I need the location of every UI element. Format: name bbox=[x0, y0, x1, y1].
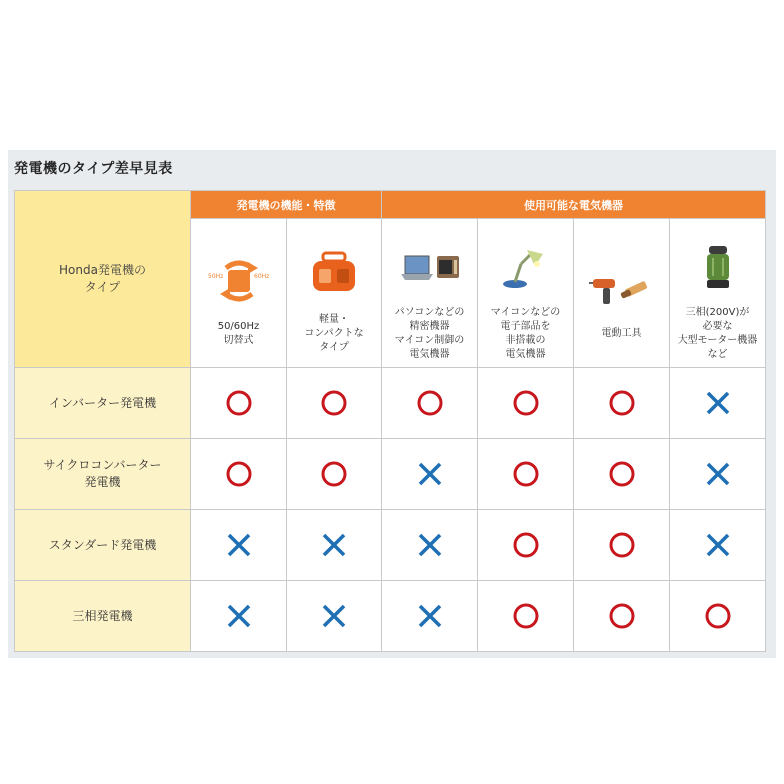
generator-type-label bbox=[15, 510, 191, 581]
availability-cell bbox=[478, 368, 574, 439]
availability-cell bbox=[382, 368, 478, 439]
table-row bbox=[15, 581, 766, 652]
unavailable-cross-icon bbox=[703, 388, 733, 418]
generator-type-line: サイクロコンバーター bbox=[43, 458, 162, 472]
hz-60-label: 60Hz bbox=[253, 273, 269, 280]
generator-type-label bbox=[15, 439, 191, 510]
feature-label-line: コンパクトな bbox=[304, 328, 364, 339]
availability-cell bbox=[574, 368, 670, 439]
page-title: 発電機のタイプ差早見表 bbox=[14, 161, 173, 177]
group-header-devices: 使用可能な電気機器 bbox=[382, 191, 766, 219]
table-row bbox=[15, 439, 766, 510]
feature-icon-wrap bbox=[574, 263, 669, 313]
available-circle-icon bbox=[511, 530, 541, 560]
feature-label-line: マイコン制御の bbox=[394, 335, 465, 346]
feature-label-line: 必要な bbox=[702, 321, 733, 332]
desk-lamp-icon bbox=[491, 242, 561, 292]
available-circle-icon bbox=[224, 459, 254, 489]
availability-cell bbox=[287, 510, 382, 581]
availability-cell bbox=[382, 439, 478, 510]
table-row bbox=[15, 510, 766, 581]
available-circle-icon bbox=[607, 388, 637, 418]
available-circle-icon bbox=[511, 388, 541, 418]
availability-cell bbox=[670, 368, 766, 439]
feature-header-1 bbox=[191, 219, 287, 368]
unavailable-cross-icon bbox=[224, 601, 254, 631]
generator-type-line: 三相発電機 bbox=[72, 608, 133, 623]
available-circle-icon bbox=[607, 459, 637, 489]
table-row bbox=[15, 368, 766, 439]
unavailable-cross-icon bbox=[703, 530, 733, 560]
feature-label-line: 切替式 bbox=[223, 335, 254, 346]
available-circle-icon bbox=[415, 388, 445, 418]
feature-label-line: など bbox=[707, 349, 728, 360]
unavailable-cross-icon bbox=[319, 530, 349, 560]
unavailable-cross-icon bbox=[319, 601, 349, 631]
feature-icon-wrap bbox=[670, 242, 765, 292]
feature-label-line: パソコンなどの bbox=[394, 307, 465, 318]
generator-type-line: 発電機 bbox=[84, 475, 121, 489]
feature-icon-wrap bbox=[287, 249, 381, 299]
availability-cell bbox=[478, 581, 574, 652]
feature-label-line: 非搭載の bbox=[505, 335, 546, 346]
feature-label-line: 電子部品を bbox=[500, 321, 551, 332]
comparison-table bbox=[14, 190, 766, 652]
availability-cell bbox=[287, 439, 382, 510]
feature-label-line: 電動工具 bbox=[601, 328, 642, 339]
availability-cell bbox=[191, 510, 287, 581]
feature-label-line: 50/60Hz bbox=[217, 321, 260, 332]
generator-type-label bbox=[15, 581, 191, 652]
submersible-pump-icon bbox=[683, 242, 753, 292]
feature-label-line: マイコンなどの bbox=[490, 307, 561, 318]
feature-label-line: タイプ bbox=[319, 342, 349, 353]
unavailable-cross-icon bbox=[415, 530, 445, 560]
availability-cell bbox=[478, 439, 574, 510]
availability-cell bbox=[478, 510, 574, 581]
availability-cell bbox=[574, 439, 670, 510]
availability-cell bbox=[382, 510, 478, 581]
feature-label-line: 精密機器 bbox=[409, 321, 450, 332]
availability-cell bbox=[191, 368, 287, 439]
available-circle-icon bbox=[224, 388, 254, 418]
unavailable-cross-icon bbox=[703, 459, 733, 489]
availability-cell bbox=[287, 581, 382, 652]
group-header-function: 発電機の機能・特徴 bbox=[191, 191, 382, 219]
corner-label-line2: タイプ bbox=[84, 280, 121, 294]
feature-icon-wrap bbox=[382, 242, 477, 292]
feature-header-4 bbox=[478, 219, 574, 368]
feature-label-line: 三相(200V)が bbox=[685, 307, 750, 318]
availability-cell bbox=[191, 581, 287, 652]
feature-header-5 bbox=[574, 219, 670, 368]
available-circle-icon bbox=[511, 459, 541, 489]
feature-header-6 bbox=[670, 219, 766, 368]
feature-icon-wrap bbox=[478, 242, 573, 292]
available-circle-icon bbox=[607, 530, 637, 560]
availability-cell bbox=[191, 439, 287, 510]
available-circle-icon bbox=[319, 459, 349, 489]
unavailable-cross-icon bbox=[415, 459, 445, 489]
frequency-switch-icon bbox=[204, 256, 274, 306]
generator-type-line: インバーター発電機 bbox=[48, 395, 157, 410]
availability-cell bbox=[574, 581, 670, 652]
table-body bbox=[15, 368, 766, 652]
availability-cell bbox=[287, 368, 382, 439]
availability-cell bbox=[670, 439, 766, 510]
feature-icon-wrap bbox=[191, 256, 286, 306]
generator-type-label bbox=[15, 368, 191, 439]
available-circle-icon bbox=[319, 388, 349, 418]
unavailable-cross-icon bbox=[224, 530, 254, 560]
feature-header-2 bbox=[287, 219, 382, 368]
available-circle-icon bbox=[703, 601, 733, 631]
generator-type-line: スタンダード発電機 bbox=[48, 537, 157, 552]
available-circle-icon bbox=[607, 601, 637, 631]
feature-label-line: 大型モーター機器 bbox=[677, 335, 758, 346]
feature-label-line: 軽量・ bbox=[319, 314, 349, 325]
availability-cell bbox=[574, 510, 670, 581]
availability-cell bbox=[670, 581, 766, 652]
hz-50-label: 50Hz bbox=[207, 273, 223, 280]
available-circle-icon bbox=[511, 601, 541, 631]
feature-label-line: 電気機器 bbox=[505, 349, 546, 360]
availability-cell bbox=[382, 581, 478, 652]
feature-header-3 bbox=[382, 219, 478, 368]
computer-devices-icon bbox=[395, 242, 465, 292]
corner-label-line1: Honda発電機の bbox=[59, 263, 146, 277]
corner-header bbox=[15, 191, 191, 368]
unavailable-cross-icon bbox=[415, 601, 445, 631]
compact-generator-icon bbox=[299, 249, 369, 299]
power-tools-icon bbox=[587, 263, 657, 313]
feature-label-line: 電気機器 bbox=[409, 349, 450, 360]
availability-cell bbox=[670, 510, 766, 581]
